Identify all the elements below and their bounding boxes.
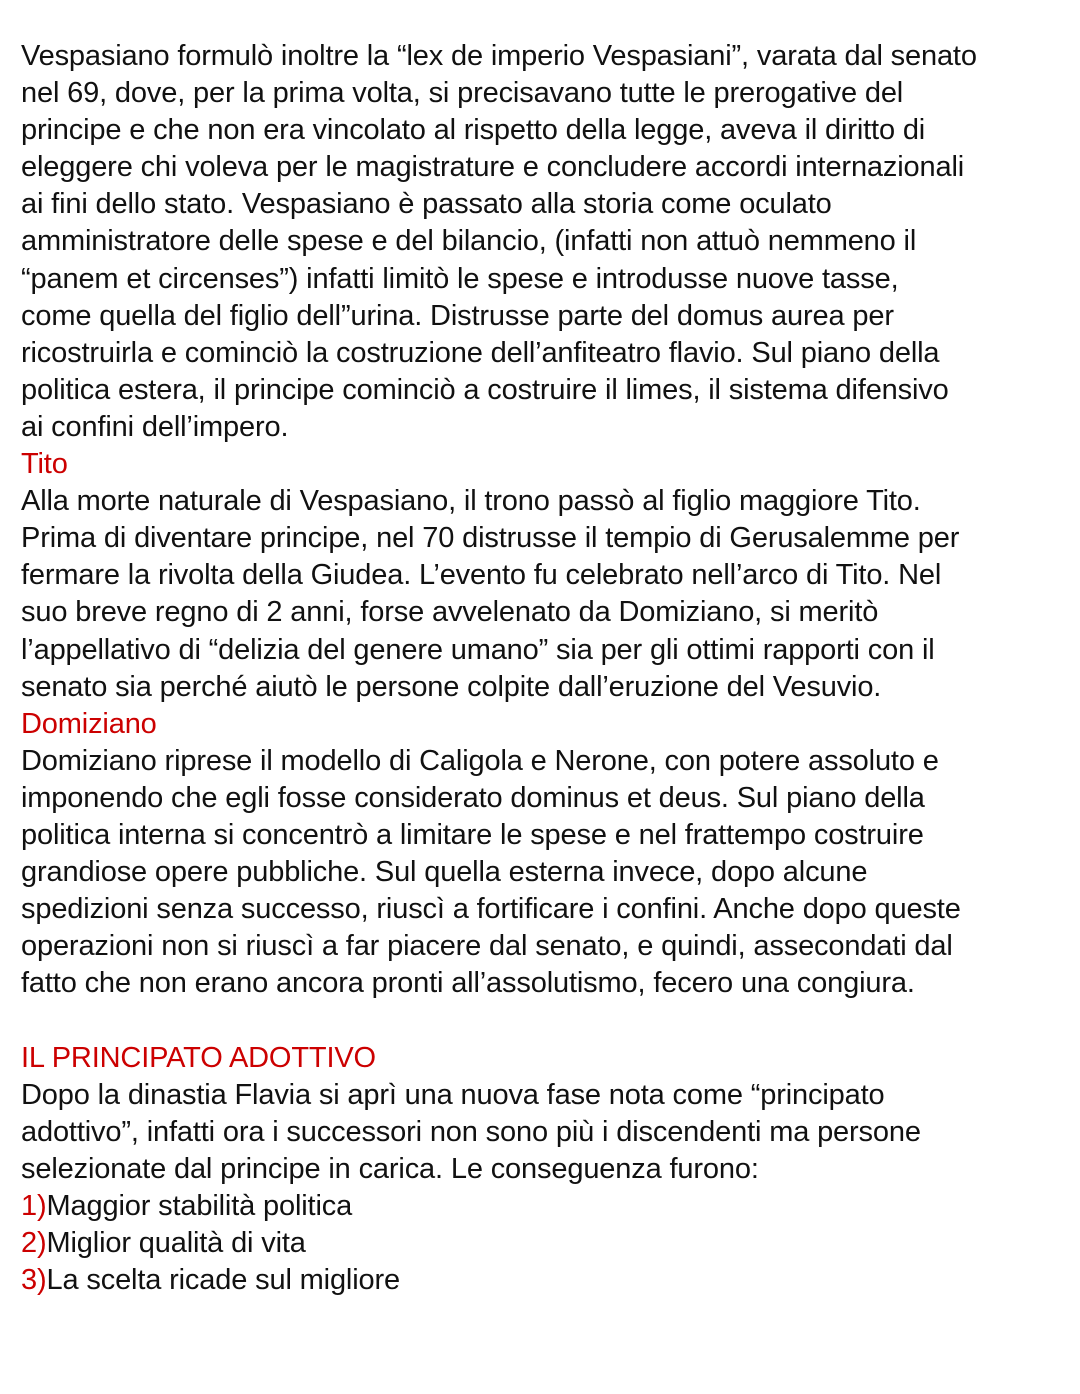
text-line: imponendo che egli fosse considerato dominus et deus. Sul piano della [21,781,925,814]
vespasiano-paragraph [21,38,1073,446]
text-line: amministratore delle spese e del bilancio, (infatti non attuò nemmeno il [21,225,917,258]
principato-section [21,1040,1073,1300]
list-item [21,1225,1073,1262]
list-number: 1) [21,1189,47,1222]
text-line: politica interna si concentrò a limitare le spese e nel frattempo costruire [21,818,924,851]
list-number: 3) [21,1264,47,1297]
text-line: suo breve regno di 2 anni, forse avvelenato da Domiziano, si meritò [21,596,879,629]
list-text: Maggior stabilità politica [46,1189,353,1222]
list-item [21,1262,1073,1299]
text-line: Prima di diventare principe, nel 70 distrusse il tempio di Gerusalemme per [21,522,960,555]
text-line: principe e che non era vincolato al rispetto della legge, aveva il diritto di [21,114,926,147]
text-line: come quella del figlio dell”urina. Distrusse parte del domus aurea per [21,299,894,332]
text-line: nel 69, dove, per la prima volta, si precisavano tutte le prerogative del [21,77,904,110]
list-item [21,1188,1073,1225]
text-line: eleggere chi voleva per le magistrature e concludere accordi internazionali [21,151,965,184]
text-line: Vespasiano formulò inoltre la “lex de imperio Vespasiani”, varata dal senato [21,40,977,72]
section-spacer [21,1002,1073,1039]
text-line: senato sia perché aiutò le persone colpite dall’eruzione del Vesuvio. [21,670,882,703]
text-line: spedizioni senza successo, riuscì a fortificare i confini. Anche dopo queste [21,893,961,926]
text-line: operazioni non si riuscì a far piacere dal senato, e quindi, assecondati dal [21,930,953,963]
text-line: fermare la rivolta della Giudea. L’evento fu celebrato nell’arco di Tito. Nel [21,559,942,592]
list-text: La scelta ricade sul migliore [46,1264,400,1297]
tito-heading: Tito [21,448,68,481]
document-body [21,38,1073,1299]
text-line: Alla morte naturale di Vespasiano, il trono passò al figlio maggiore Tito. [21,485,921,518]
list-text: Miglior qualità di vita [46,1227,306,1259]
list-number: 2) [21,1227,47,1259]
text-line: Domiziano riprese il modello di Caligola e Nerone, con potere assoluto e [21,744,939,777]
domiziano-heading: Domiziano [21,707,157,740]
text-line: ai fini dello stato. Vespasiano è passato alla storia come oculato [21,188,832,221]
text-line: politica estera, il principe cominciò a costruire il limes, il sistema difensivo [21,373,949,406]
text-line: ricostruirla e cominciò la costruzione dell’anfiteatro flavio. Sul piano della [21,336,940,369]
principato-heading: IL PRINCIPATO ADOTTIVO [21,1041,376,1074]
text-line: ai confini dell’impero. [21,410,289,443]
domiziano-section [21,706,1073,1003]
text-line: selezionate dal principe in carica. Le conseguenza furono: [21,1152,759,1185]
text-line: Dopo la dinastia Flavia si aprì una nuova fase nota come “principato [21,1078,885,1111]
text-line: grandiose opere pubbliche. Sul quella esterna invece, dopo alcune [21,856,868,889]
tito-section [21,446,1073,706]
text-line: l’appellativo di “delizia del genere umano” sia per gli ottimi rapporti con il [21,633,935,666]
text-line: fatto che non erano ancora pronti all’assolutismo, fecero una congiura. [21,967,915,1000]
text-line: “panem et circenses”) infatti limitò le spese e introdusse nuove tasse, [21,262,899,295]
text-line: adottivo”, infatti ora i successori non sono più i discendenti ma persone [21,1115,921,1148]
